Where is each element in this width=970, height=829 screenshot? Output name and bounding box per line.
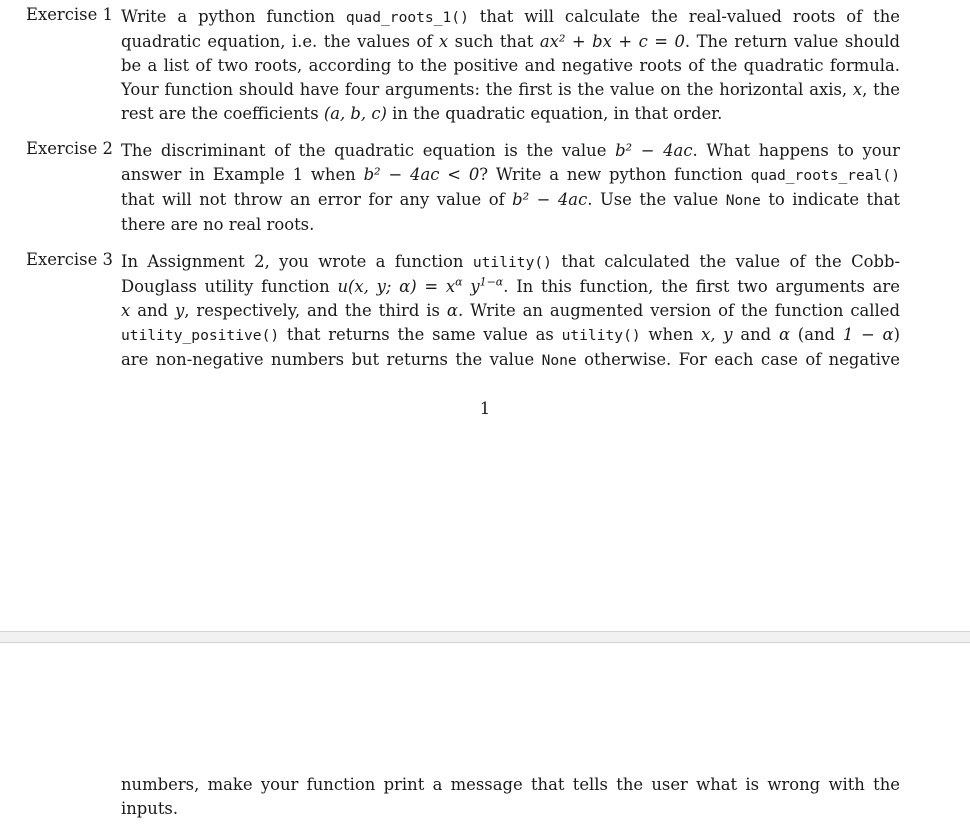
inline-code: quad_roots_real() — [750, 167, 900, 184]
text-line: numbers, make your function print a message that tells the user what is wrong with the — [121, 775, 900, 794]
text-line: that will not throw an error for any value of b² − 4ac. Use the value None to indicate that — [121, 190, 900, 209]
inline-code: utility_positive() — [121, 327, 280, 344]
exercise-3-continued — [26, 773, 900, 821]
text-line: are non-negative numbers but returns the value None otherwise. For each case of negative — [121, 350, 900, 369]
inline-math: 1 − α — [842, 325, 894, 344]
text-line: rest are the coefficients (a, b, c) in the quadratic equation, in that order. — [121, 104, 723, 123]
inline-math: y — [175, 301, 185, 320]
inline-code: quad_roots_1() — [345, 9, 469, 26]
exercise-2 — [26, 139, 900, 237]
exercise-body — [121, 5, 900, 126]
exercise-3 — [26, 250, 900, 373]
exercise-label: Exercise 3 — [26, 250, 113, 269]
inline-math: α — [778, 325, 791, 344]
inline-math: x — [852, 80, 863, 99]
inline-math: ax² + bx + c = 0 — [539, 32, 685, 51]
inline-math: x, y — [701, 325, 733, 344]
exercise-body — [121, 773, 900, 821]
page-2 — [0, 643, 970, 829]
exercise-1 — [26, 5, 900, 126]
inline-math: u(x, y; $\alpha) = x^\alpha$ $y^{1-\alpha}$ — [337, 275, 504, 296]
exercise-label: Exercise 2 — [26, 139, 113, 158]
text-line: x and y, respectively, and the third is α. Write an augmented version of the function called — [121, 301, 900, 320]
page-break — [0, 631, 970, 643]
text-line: quadratic equation, i.e. the values of x such that ax² + bx + c = 0. The return value should — [121, 32, 900, 51]
inline-math: (a, b, c) — [323, 104, 387, 123]
page-number: 1 — [479, 399, 491, 418]
inline-code: None — [541, 352, 577, 369]
inline-math: b² − 4ac — [615, 141, 693, 160]
exercise-body — [121, 139, 900, 237]
inline-math: b² − 4ac < 0 — [363, 165, 480, 184]
text-line: answer in Example 1 when b² − 4ac < 0? Write a new python function quad_roots_real() — [121, 165, 900, 184]
text-line: be a list of two roots, according to the positive and negative roots of the quadratic formula. — [121, 56, 900, 75]
inline-math: b² − 4ac — [512, 190, 588, 209]
inline-code: utility() — [472, 254, 552, 271]
inline-code: utility() — [561, 327, 641, 344]
inline-math: x — [121, 301, 131, 320]
text-line: Your function should have four arguments: the first is the value on the horizontal axis, x, the — [121, 80, 901, 99]
inline-math: x — [438, 32, 449, 51]
inline-code: None — [725, 192, 761, 209]
inline-math: α — [446, 301, 458, 320]
text-line: inputs. — [121, 799, 179, 818]
exercise-label: Exercise 1 — [26, 5, 113, 24]
text-line: The discriminant of the quadratic equation is the value b² − 4ac. What happens to your — [121, 141, 900, 160]
text-line: In Assignment 2, you wrote a function utility() that calculated the value of the Cobb- — [121, 252, 900, 271]
text-line: Douglass utility function u(x, y; $\alpha) = x^\alpha$ $y^{1-\alpha}$. In this function, the first two arguments are — [121, 275, 900, 296]
text-line: utility_positive() that returns the same value as utility() when x, y and α (and 1 − α) — [121, 325, 901, 344]
text-line: there are no real roots. — [121, 215, 315, 234]
text-line: Write a python function quad_roots_1() that will calculate the real-valued roots of the — [121, 7, 900, 26]
exercise-body — [121, 250, 900, 373]
